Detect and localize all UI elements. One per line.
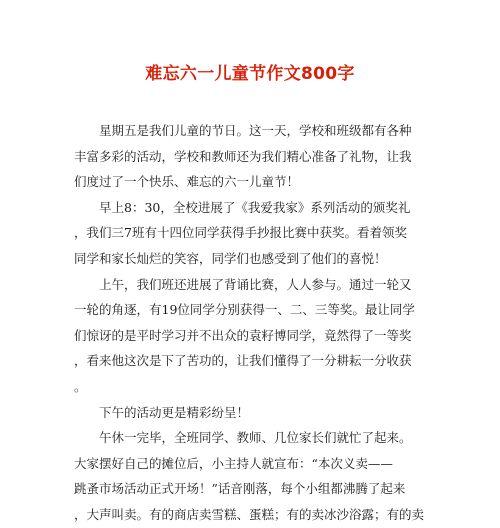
- text-line: ，大声叫卖。有的商店卖雪糕、蛋糕；有的卖冰沙浴露；有的卖: [74, 506, 425, 522]
- text-line: 同学和家长灿烂的笑容，同学们也感受到了他们的喜悦！: [74, 250, 387, 266]
- text-line: 一轮的角逐，有19位同学分别获得一、二、三等奖。最让同学: [74, 302, 415, 318]
- text-line: 们惊讶的是平时学习并不出众的袁籽博同学，竟然得了一等奖: [74, 327, 412, 343]
- text-line: 上午，我们班还进展了背诵比赛，人人参与。通过一轮又: [99, 276, 412, 292]
- text-line: 星期五是我们儿童的节日。这一天，学校和班级都有各种: [99, 123, 412, 138]
- text-line: ，看来他这次是下了苦功的，让我们懂得了一分耕耘一分收获: [74, 353, 412, 369]
- text-line: 。: [74, 378, 87, 394]
- document-body: [74, 118, 444, 528]
- text-line: 大家摆好自己的摊位后，小主持人就宣布：“本次义卖——: [74, 455, 393, 471]
- document-title: 难忘六一儿童节作文800字: [145, 64, 355, 84]
- text-line: 下午的活动更是精彩纷呈！: [99, 404, 250, 420]
- text-line: 丰富多彩的活动，学校和教师还为我们精心准备了礼物，让我: [74, 148, 412, 164]
- text-line: 午休一完毕，全班同学、教师、几位家长们就忙了起来。: [99, 430, 412, 446]
- text-line: 跳蚤市场活动正式开场！”话音刚落，每个小组都沸腾了起来: [74, 481, 406, 497]
- text-line: 早上8：30，全校进展了《我爱我家》系列活动的颁奖礼: [99, 199, 411, 215]
- text-line: ，我们三7班有十四位同学获得手抄报比赛中获奖。看着领奖: [74, 225, 407, 241]
- text-line: 们度过了一个快乐、难忘的六一儿童节！: [74, 174, 300, 190]
